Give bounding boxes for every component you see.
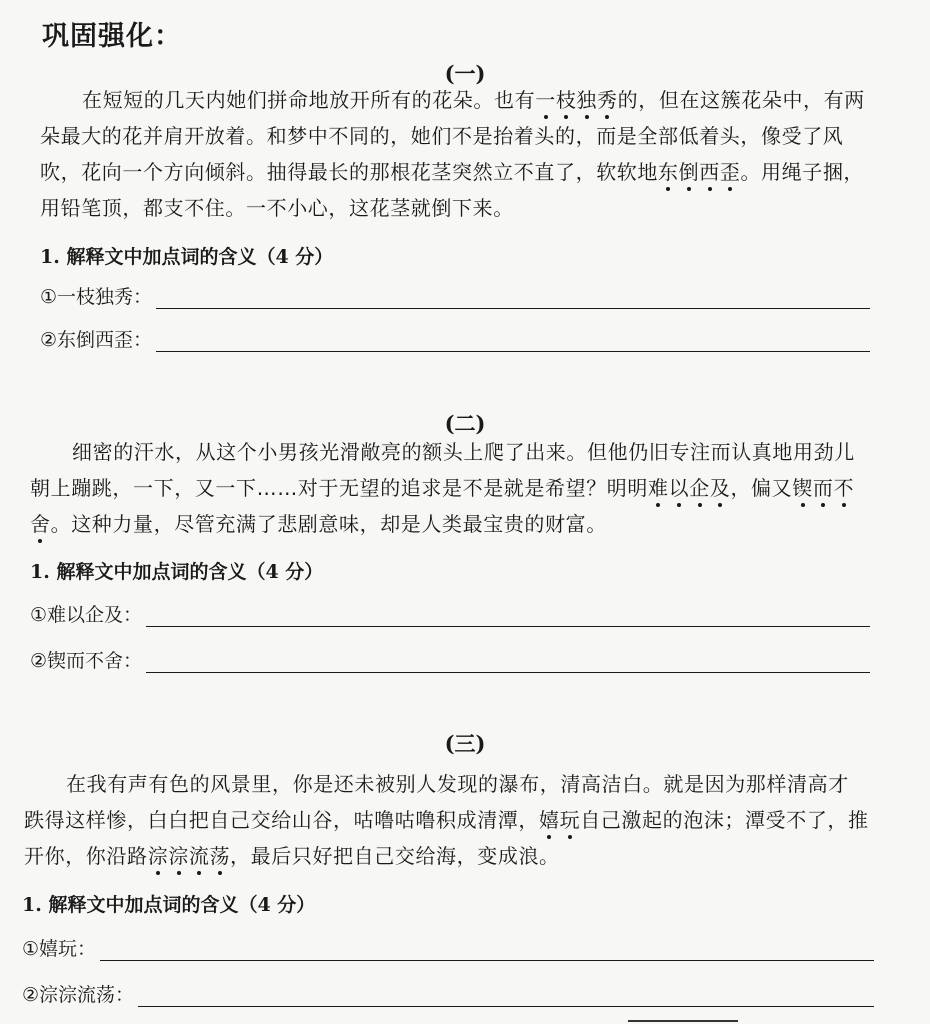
emphasis-char: 枝 xyxy=(555,88,577,112)
page-title: 巩固强化： xyxy=(42,21,182,52)
answer-blank[interactable] xyxy=(156,290,870,309)
emphasis-char: 流 xyxy=(188,844,210,868)
emphasis-char: 舍 xyxy=(30,512,51,536)
answer-row xyxy=(30,646,870,673)
section-1-question: 1. 解释文中加点词的含义（4 分） xyxy=(40,246,334,268)
emphasis-char: 企 xyxy=(689,476,710,500)
section-3-question: 1. 解释文中加点词的含义（4 分） xyxy=(22,894,316,916)
dotted-word xyxy=(535,88,617,112)
answer-row xyxy=(22,934,874,961)
dotted-word xyxy=(148,844,230,868)
emphasis-char: 而 xyxy=(812,476,834,500)
emphasis-char: 倒 xyxy=(678,160,700,184)
dotted-word xyxy=(539,808,580,832)
answer-blank[interactable] xyxy=(100,942,874,961)
emphasis-char: 淙 xyxy=(168,844,189,868)
emphasis-char: 及 xyxy=(709,476,731,500)
emphasis-char: 独 xyxy=(576,88,598,112)
answer-row xyxy=(40,325,870,352)
emphasis-char: 以 xyxy=(668,476,690,500)
emphasis-char: 一 xyxy=(535,88,556,112)
section-3-passage: 在我有声有色的风景里，你是还未被别人发现的瀑布，清高洁白。就是因为那样清高才跌得这样惨，白白把自己交给山谷，咕噜咕噜积成清潭，嬉玩自己激起的泡沫；潭受不了，推开你，你沿路淙淙流荡，最后只好把自己交给海，变成浪。 xyxy=(24,772,869,868)
dotted-word xyxy=(648,476,730,500)
answer-label: ①难以企及： xyxy=(30,604,143,626)
section-1-passage: 在短短的几天内她们拼命地放开所有的花朵。也有一枝独秀的，但在这簇花朵中，有两朵最大的花并肩开放着。和梦中不同的，她们不是抬着头的，而是全部低着头，像受了风吹，花向一个方向倾斜。抽得最长的那根花茎突然立不直了，软软地东倒西歪。用绳子捆，用铅笔顶，都支不住。一不小心，这花茎就倒下来。 xyxy=(40,88,865,220)
section-3-heading: (三) xyxy=(444,731,486,756)
answer-label: ②锲而不舍： xyxy=(30,650,143,672)
section-1-heading: (一) xyxy=(444,61,486,86)
answer-label: ①嬉玩： xyxy=(22,938,97,960)
answer-blank[interactable] xyxy=(146,654,870,673)
emphasis-char: 嬉 xyxy=(539,808,560,832)
scan-edge-mark xyxy=(628,1020,738,1022)
emphasis-char: 秀 xyxy=(597,88,618,112)
answer-label: ②淙淙流荡： xyxy=(22,984,135,1006)
dotted-word xyxy=(658,160,740,184)
section-2-passage: 细密的汗水，从这个小男孩光滑敞亮的额头上爬了出来。但他仍旧专注而认真地用劲儿朝上蹦跳，一下，又一下……对于无望的追求是不是就是希望？明明难以企及，偏又锲而不舍。这种力量，尽管充满了悲剧意味，却是人类最宝贵的财富。 xyxy=(30,440,855,536)
answer-blank[interactable] xyxy=(138,988,874,1007)
answer-row xyxy=(40,282,870,309)
emphasis-char: 东 xyxy=(658,160,679,184)
answer-label: ①一枝独秀： xyxy=(40,286,153,308)
answer-row xyxy=(30,600,870,627)
emphasis-char: 不 xyxy=(833,476,855,500)
emphasis-char: 难 xyxy=(648,476,669,500)
emphasis-char: 荡 xyxy=(209,844,231,868)
section-2-question: 1. 解释文中加点词的含义（4 分） xyxy=(30,561,324,583)
answer-label: ②东倒西歪： xyxy=(40,329,153,351)
emphasis-char: 歪 xyxy=(719,160,741,184)
answer-row xyxy=(22,980,874,1007)
emphasis-char: 玩 xyxy=(559,808,581,832)
answer-blank[interactable] xyxy=(156,333,870,352)
emphasis-char: 锲 xyxy=(792,476,813,500)
emphasis-char: 淙 xyxy=(147,844,169,868)
section-2-heading: (二) xyxy=(444,411,486,436)
emphasis-char: 西 xyxy=(699,160,720,184)
answer-blank[interactable] xyxy=(146,608,870,627)
